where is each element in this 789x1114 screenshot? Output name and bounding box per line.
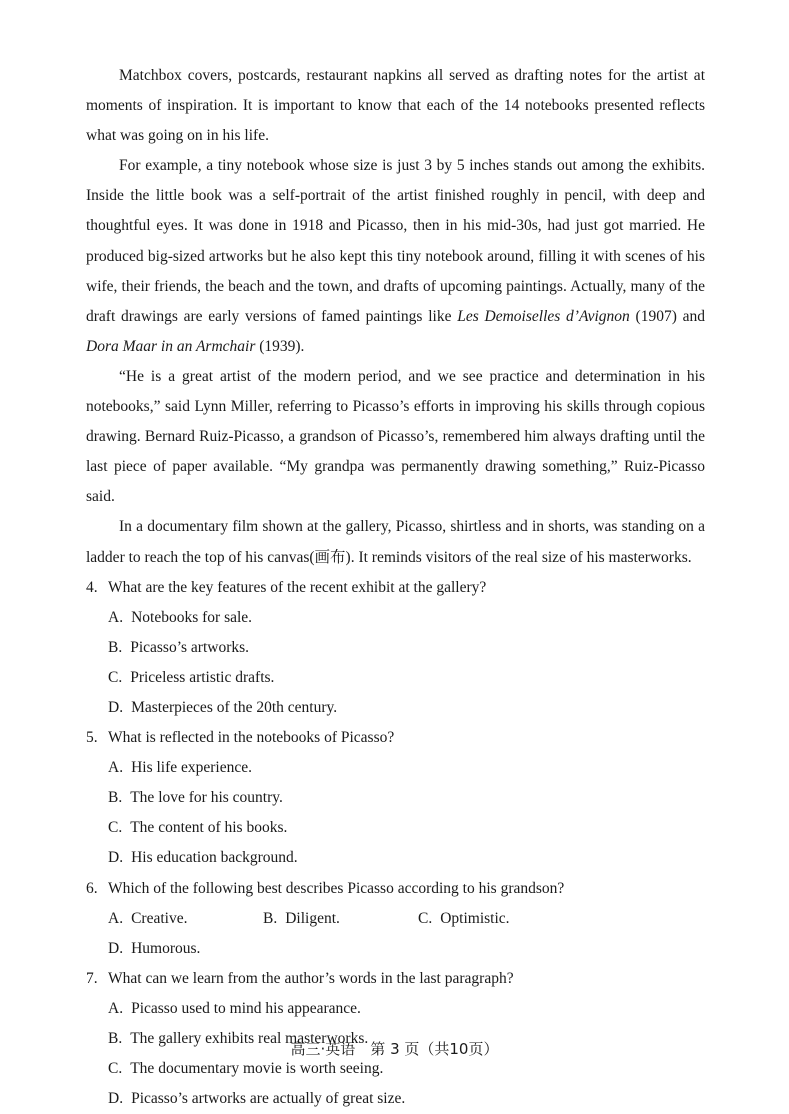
option-text: Diligent.	[285, 909, 340, 927]
option-text: Optimistic.	[440, 909, 510, 927]
paragraph-2-text-c: (1939).	[255, 337, 305, 355]
option-text: Notebooks for sale.	[131, 608, 253, 626]
option-a[interactable]	[108, 994, 705, 1024]
option-text: The love for his country.	[130, 789, 283, 807]
option-letter: B.	[108, 638, 123, 656]
option-letter: D.	[108, 939, 124, 957]
option-letter: D.	[108, 698, 124, 716]
option-text: The content of his books.	[130, 819, 288, 837]
option-letter: C.	[108, 1060, 123, 1078]
option-letter: D.	[108, 849, 124, 867]
options-list	[86, 603, 705, 723]
passage-paragraph-3: “He is a great artist of the modern period, and we see practice and determination in his notebooks,” said Lynn Miller, referring to Picasso’s efforts in improving his skills through copious drawing. Bernard Ruiz-Picasso, a grandson of Picasso’s, remembered him always drafting until the last piece of paper available. “My grandpa was permanently drawing something,” Ruiz-Picasso said.	[86, 367, 705, 506]
option-a[interactable]	[108, 904, 263, 934]
option-letter: B.	[108, 1030, 123, 1047]
question-stem	[86, 874, 705, 904]
page-content	[86, 61, 705, 1114]
option-d[interactable]	[108, 843, 418, 873]
painting-title-dora-maar: Dora Maar in an Armchair	[86, 337, 256, 355]
passage-paragraph-4: In a documentary film shown at the gallery, Picasso, shirtless and in shorts, was standing on a ladder to reach the top of his canvas(画布). It reminds visitors of the real size of his masterworks.	[86, 518, 705, 566]
option-d[interactable]	[108, 693, 418, 723]
question-text: Which of the following best describes Picasso according to his grandson?	[108, 879, 565, 897]
option-letter: B.	[108, 789, 123, 807]
option-letter: D.	[108, 1090, 124, 1108]
option-text: Picasso’s artworks are actually of great size.	[131, 1090, 406, 1108]
painting-title-demoiselles: Les Demoiselles d’Avignon	[457, 307, 630, 325]
option-letter: B.	[263, 909, 278, 927]
question-number: 4.	[86, 578, 98, 596]
option-c[interactable]	[108, 663, 418, 693]
option-text: His education background.	[131, 849, 298, 867]
option-letter: A.	[108, 608, 124, 626]
option-letter: C.	[418, 909, 433, 927]
paragraph-2-text-b: (1907) and	[629, 307, 705, 325]
passage-paragraph-1: Matchbox covers, postcards, restaurant napkins all served as drafting notes for the artist at moments of inspiration. It is important to know that each of the 14 notebooks presented reflects what was going on in his life.	[86, 67, 705, 145]
option-letter: C.	[108, 668, 123, 686]
option-text: The documentary movie is worth seeing.	[130, 1060, 384, 1078]
option-text: Picasso’s artworks.	[130, 638, 250, 656]
option-b[interactable]	[108, 783, 418, 813]
option-text: Humorous.	[131, 939, 201, 957]
page-footer: 高三·英语 第 3 页（共10页）	[290, 1040, 499, 1058]
question-text: What is reflected in the notebooks of Picasso?	[108, 729, 395, 747]
options-list	[86, 753, 705, 873]
option-a[interactable]	[108, 753, 418, 783]
question-number: 7.	[86, 969, 98, 987]
option-d[interactable]	[108, 1084, 705, 1114]
paragraph-2-text-a: For example, a tiny notebook whose size is just 3 by 5 inches stands out among the exhibits. Inside the little book was a self-portrait of the artist finished roughly in pencil, with deep and thoughtful eyes. It was done in 1918 and Picasso, then in his mid-30s, had just got married. He produced big-sized artworks but he also kept this tiny notebook around, filling it with scenes of his wife, their friends, the beach and the town, and drafts of upcoming paintings. Actually, many of the draft drawings are early versions of famed paintings like	[86, 157, 705, 325]
question-stem	[86, 964, 705, 994]
question-5	[86, 723, 705, 873]
question-number: 5.	[86, 729, 98, 747]
question-text: What are the key features of the recent exhibit at the gallery?	[108, 578, 487, 596]
option-text: Priceless artistic drafts.	[130, 668, 275, 686]
option-c[interactable]	[418, 904, 573, 934]
option-letter: A.	[108, 759, 124, 777]
option-text: The gallery exhibits real masterworks.	[130, 1030, 369, 1047]
question-6	[86, 874, 705, 964]
option-b[interactable]	[263, 904, 418, 934]
option-c[interactable]	[108, 813, 418, 843]
option-text: His life experience.	[131, 759, 253, 777]
option-letter: A.	[108, 999, 124, 1017]
option-letter: C.	[108, 819, 123, 837]
option-text: Creative.	[131, 909, 188, 927]
question-stem	[86, 573, 705, 603]
option-d[interactable]	[108, 934, 263, 964]
passage-paragraph-2	[86, 151, 705, 362]
option-b[interactable]	[108, 633, 418, 663]
option-text: Picasso used to mind his appearance.	[131, 999, 361, 1017]
option-text: Masterpieces of the 20th century.	[131, 698, 338, 716]
question-number: 6.	[86, 879, 98, 897]
option-letter: A.	[108, 909, 124, 927]
option-a[interactable]	[108, 603, 418, 633]
question-text: What can we learn from the author’s words in the last paragraph?	[108, 969, 514, 987]
options-list	[86, 904, 705, 964]
question-4	[86, 573, 705, 723]
question-stem	[86, 723, 705, 753]
